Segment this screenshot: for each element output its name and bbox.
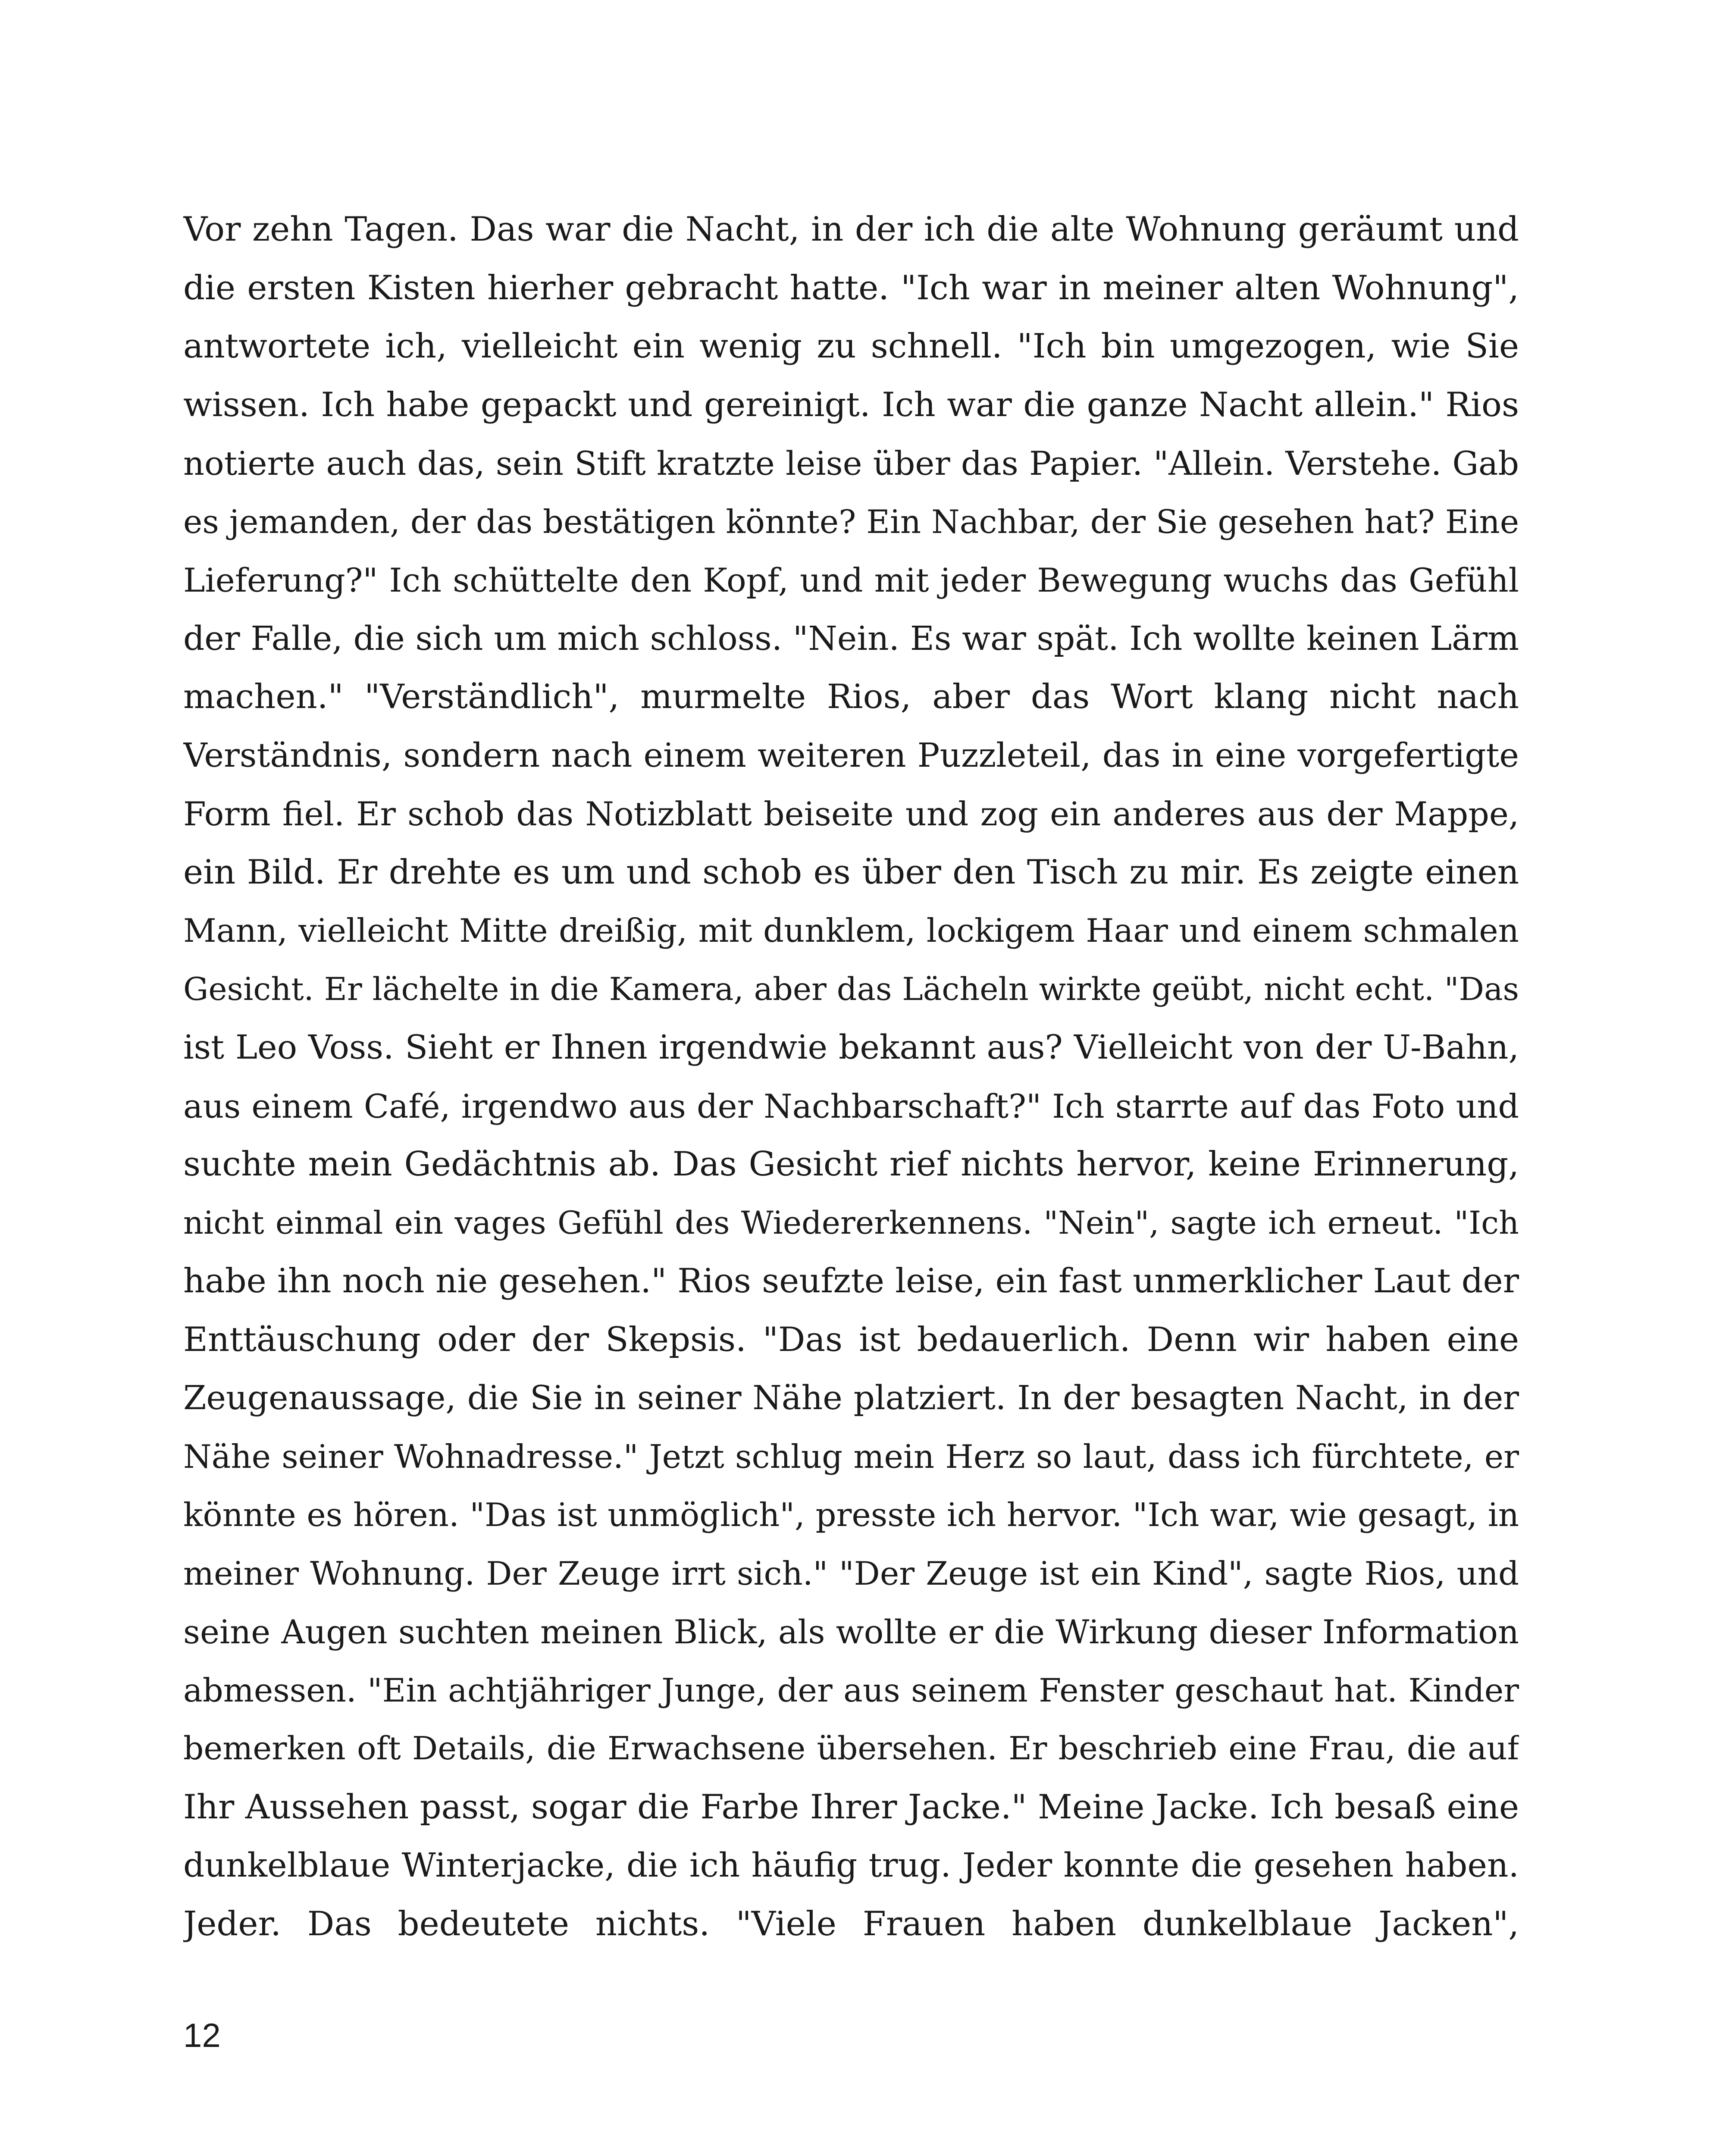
text-line: dunkelblaue Winterjacke, die ich häufig trug. Jeder konnte die gesehen haben. <box>183 1846 1519 1885</box>
text-line: Gesicht. Er lächelte in die Kamera, aber das Lächeln wirkte geübt, nicht echt. "Das <box>183 971 1519 1008</box>
text-line: es jemanden, der das bestätigen könnte? Ein Nachbar, der Sie gesehen hat? Eine <box>183 502 1519 541</box>
text-line: Ihr Aussehen passt, sogar die Farbe Ihrer Jacke." Meine Jacke. Ich besaß eine <box>183 1787 1519 1827</box>
text-line: antwortete ich, vielleicht ein wenig zu schnell. "Ich bin umgezogen, wie Sie <box>183 327 1519 366</box>
text-line: nicht einmal ein vages Gefühl des Wiedererkennens. "Nein", sagte ich erneut. "Ich <box>183 1204 1519 1241</box>
text-line: bemerken oft Details, die Erwachsene übersehen. Er beschrieb eine Frau, die auf <box>183 1730 1519 1767</box>
text-line: seine Augen suchten meinen Blick, als wollte er die Wirkung dieser Information <box>183 1613 1519 1651</box>
text-line: meiner Wohnung. Der Zeuge irrt sich." "Der Zeuge ist ein Kind", sagte Rios, und <box>183 1554 1519 1592</box>
text-line: der Falle, die sich um mich schloss. "Nein. Es war spät. Ich wollte keinen Lärm <box>183 619 1519 658</box>
text-line: Vor zehn Tagen. Das war die Nacht, in der ich die alte Wohnung geräumt und <box>183 210 1519 249</box>
text-line: Enttäuschung oder der Skepsis. "Das ist bedauerlich. Denn wir haben eine <box>183 1320 1519 1359</box>
text-line: suchte mein Gedächtnis ab. Das Gesicht rief nichts hervor, keine Erinnerung, <box>183 1145 1519 1184</box>
text-line: Zeugenaussage, die Sie in seiner Nähe platziert. In der besagten Nacht, in der <box>183 1379 1519 1417</box>
text-line: wissen. Ich habe gepackt und gereinigt. Ich war die ganze Nacht allein." Rios <box>183 385 1519 424</box>
text-line: ist Leo Voss. Sieht er Ihnen irgendwie bekannt aus? Vielleicht von der U-Bahn, <box>183 1028 1519 1067</box>
body-paragraph <box>183 201 1519 1953</box>
page-number: 12 <box>183 2016 221 2054</box>
text-line: Form fiel. Er schob das Notizblatt beiseite und zog ein anderes aus der Mappe, <box>183 795 1519 833</box>
text-line: abmessen. "Ein achtjähriger Junge, der aus seinem Fenster geschaut hat. Kinder <box>183 1671 1519 1709</box>
text-line: notierte auch das, sein Stift kratzte leise über das Papier. "Allein. Verstehe. Gab <box>183 444 1519 483</box>
text-line: machen." "Verständlich", murmelte Rios, aber das Wort klang nicht nach <box>183 677 1519 716</box>
text-line: Lieferung?" Ich schüttelte den Kopf, und mit jeder Bewegung wuchs das Gefühl <box>183 561 1519 599</box>
text-line: aus einem Café, irgendwo aus der Nachbarschaft?" Ich starrte auf das Foto und <box>183 1087 1519 1125</box>
text-line: Verständnis, sondern nach einem weiteren Puzzleteil, das in eine vorgefertigte <box>183 736 1519 775</box>
text-line: ein Bild. Er drehte es um und schob es über den Tisch zu mir. Es zeigte einen <box>183 852 1519 892</box>
text-line: Jeder. Das bedeutete nichts. "Viele Frauen haben dunkelblaue Jacken", <box>183 1904 1519 1943</box>
text-line: könnte es hören. "Das ist unmöglich", presste ich hervor. "Ich war, wie gesagt, in <box>183 1496 1519 1534</box>
text-line: habe ihn noch nie gesehen." Rios seufzte leise, ein fast unmerklicher Laut der <box>183 1262 1519 1300</box>
text-line: die ersten Kisten hierher gebracht hatte. "Ich war in meiner alten Wohnung", <box>183 268 1519 307</box>
text-line: Nähe seiner Wohnadresse." Jetzt schlug mein Herz so laut, dass ich fürchtete, er <box>183 1437 1519 1476</box>
text-line: Mann, vielleicht Mitte dreißig, mit dunklem, lockigem Haar und einem schmalen <box>183 912 1519 950</box>
